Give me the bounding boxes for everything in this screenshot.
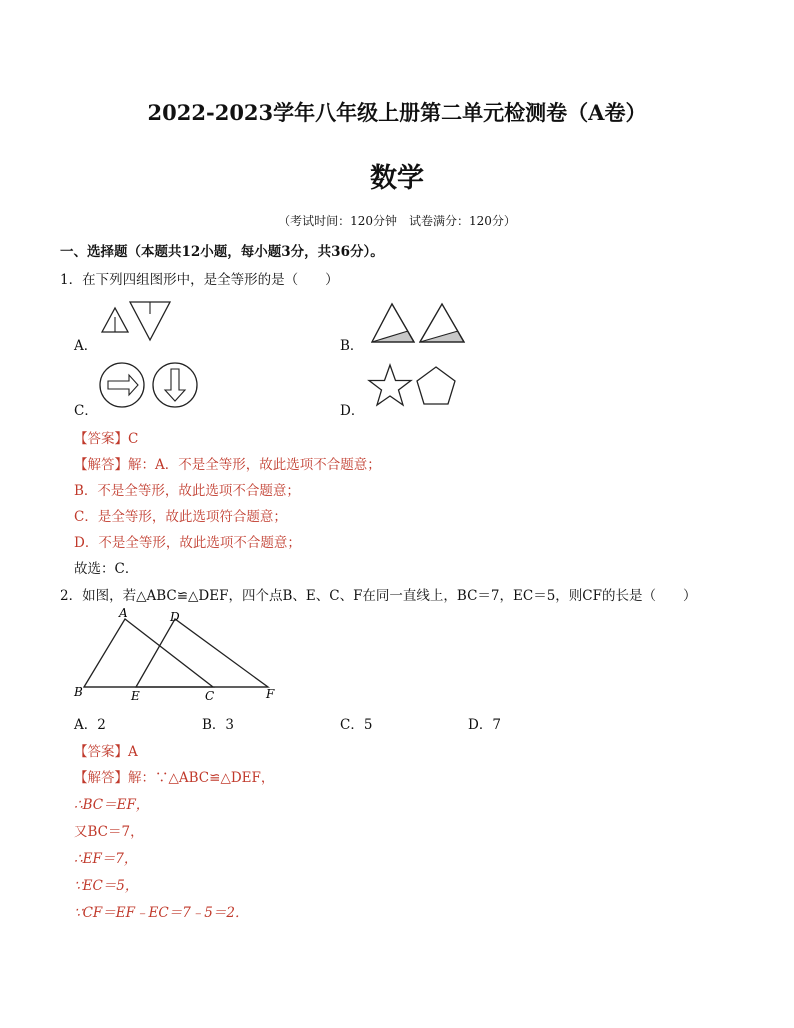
vertex-label-f: F <box>266 687 275 701</box>
q2-triangle-figure <box>68 604 288 704</box>
q1-solution-line: D．不是全等形，故此选项不合题意； <box>74 535 301 551</box>
q1-option-b-label: B． <box>340 338 364 354</box>
page-title: 2022-2023学年八年级上册第二单元检测卷（A卷） <box>147 100 647 125</box>
section-heading: 一、选择题（本题共12小题，每小题3分，共36分）。 <box>60 244 384 260</box>
q1-option-c-label: C． <box>74 403 98 419</box>
q1-option-a-label: A． <box>74 338 98 354</box>
subject-heading: 数学 <box>370 163 424 194</box>
q1-solution-line: 【解答】解：A．不是全等形，故此选项不合题意； <box>74 457 381 473</box>
vertex-label-c: C <box>205 689 215 703</box>
q2-option-c: C．5 <box>340 717 373 733</box>
q2-option-b: B．3 <box>202 717 235 733</box>
q1-solution-line: B．不是全等形，故此选项不合题意； <box>74 483 300 499</box>
vertex-label-d: D <box>170 610 180 624</box>
vertex-label-b: B <box>74 685 83 699</box>
q1-option-a-figure <box>98 298 174 344</box>
vertex-label-a: A <box>119 606 128 620</box>
q2-solution-line: 【解答】解：∵△ABC≌△DEF， <box>74 770 275 786</box>
q2-solution-line: ∴EF＝7， <box>74 851 138 867</box>
q1-option-b-figure <box>368 300 472 346</box>
q1-option-d-label: D． <box>340 403 365 419</box>
question-2-stem: 2．如图，若△ABC≌△DEF，四个点B、E、C、F在同一直线上，BC＝7，EC＝5，则CF的长是（ ） <box>60 588 697 604</box>
q2-solution-line: ∵CF＝EF﹣EC＝7﹣5＝2． <box>74 905 249 921</box>
q1-answer: 【答案】C <box>74 431 139 447</box>
q2-solution-line: ∴BC＝EF， <box>74 797 150 813</box>
q1-option-d-figure <box>364 362 468 410</box>
q2-answer: 【答案】A <box>74 744 138 760</box>
exam-info: （考试时间：120分钟 试卷满分：120分） <box>278 214 516 228</box>
question-1-stem: 1．在下列四组图形中，是全等形的是（ ） <box>60 272 339 288</box>
q2-solution-line: ∵EC＝5， <box>74 878 139 894</box>
vertex-label-e: E <box>131 689 140 703</box>
q1-solution-line: 故选：C． <box>74 561 139 577</box>
q1-option-c-figure <box>98 361 202 411</box>
q2-option-d: D．7 <box>468 717 501 733</box>
q2-option-a: A．2 <box>74 717 106 733</box>
q2-solution-line: 又BC＝7， <box>74 824 144 840</box>
q1-solution-line: C．是全等形，故此选项符合题意； <box>74 509 287 525</box>
